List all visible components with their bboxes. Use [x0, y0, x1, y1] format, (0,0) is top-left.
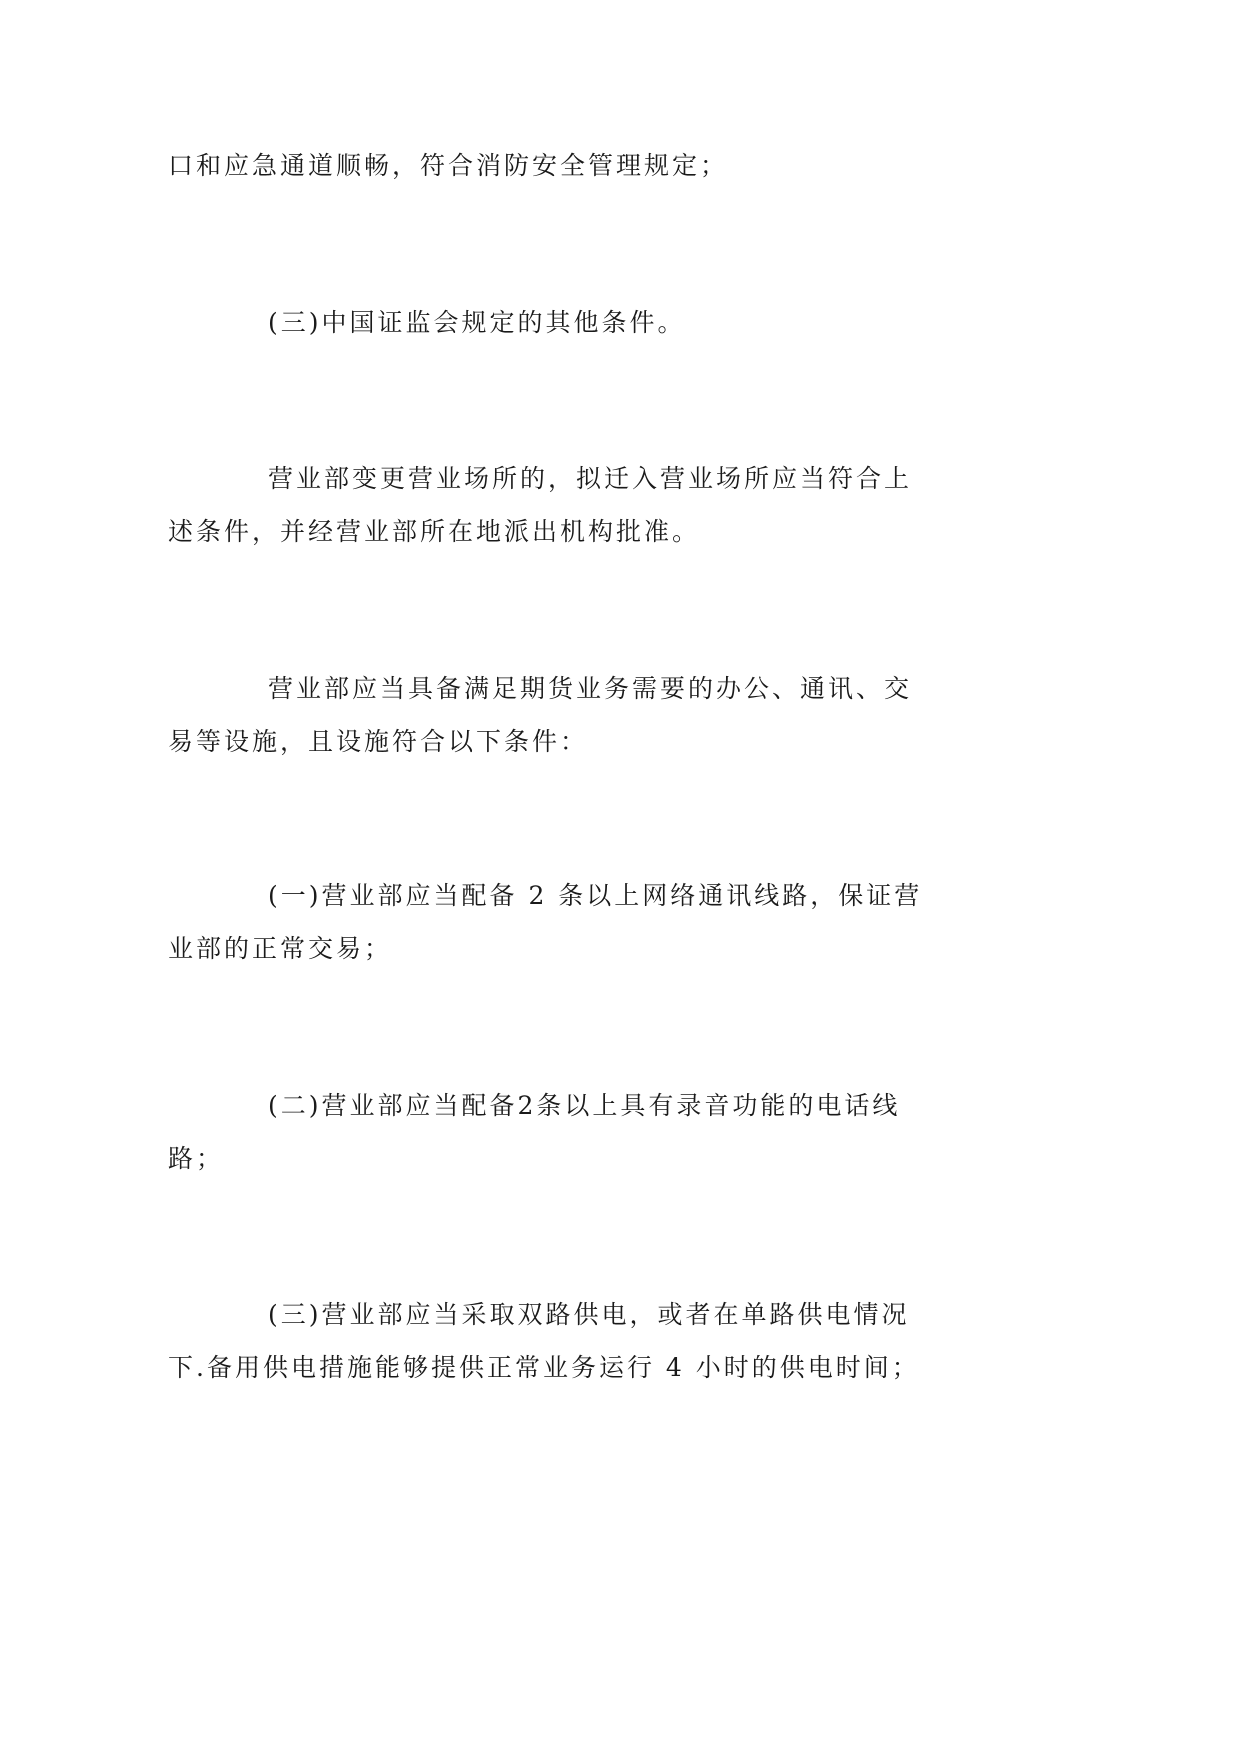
- paragraph-line: 下.备用供电措施能够提供正常业务运行 4 小时的供电时间；: [168, 1353, 920, 1382]
- paragraph-line: (三)营业部应当采取双路供电，或者在单路供电情况: [268, 1300, 910, 1329]
- paragraph-phone-lines: [168, 1079, 948, 1185]
- paragraph-line: 口和应急通道顺畅，符合消防安全管理规定；: [168, 151, 729, 180]
- paragraph-facilities: [168, 662, 948, 768]
- paragraph-fire-safety-continuation: [168, 139, 948, 192]
- paragraph-line: (三)中国证监会规定的其他条件。: [268, 308, 686, 337]
- paragraph-line: 易等设施，且设施符合以下条件：: [168, 727, 589, 756]
- paragraph-line: 业部的正常交易；: [168, 934, 393, 963]
- paragraph-line: 述条件，并经营业部所在地派出机构批准。: [168, 517, 701, 546]
- paragraph-relocation: [168, 452, 948, 558]
- paragraph-network-lines: [168, 869, 948, 975]
- paragraph-other-conditions: [168, 296, 948, 349]
- paragraph-line: (二)营业部应当配备2条以上具有录音功能的电话线: [268, 1091, 901, 1120]
- paragraph-line: (一)营业部应当配备 2 条以上网络通讯线路，保证营: [268, 881, 923, 910]
- paragraph-line: 路；: [168, 1144, 225, 1173]
- paragraph-line: 营业部变更营业场所的，拟迁入营业场所应当符合上: [268, 464, 913, 493]
- paragraph-line: 营业部应当具备满足期货业务需要的办公、通讯、交: [268, 674, 913, 703]
- paragraph-power-supply: [168, 1288, 948, 1394]
